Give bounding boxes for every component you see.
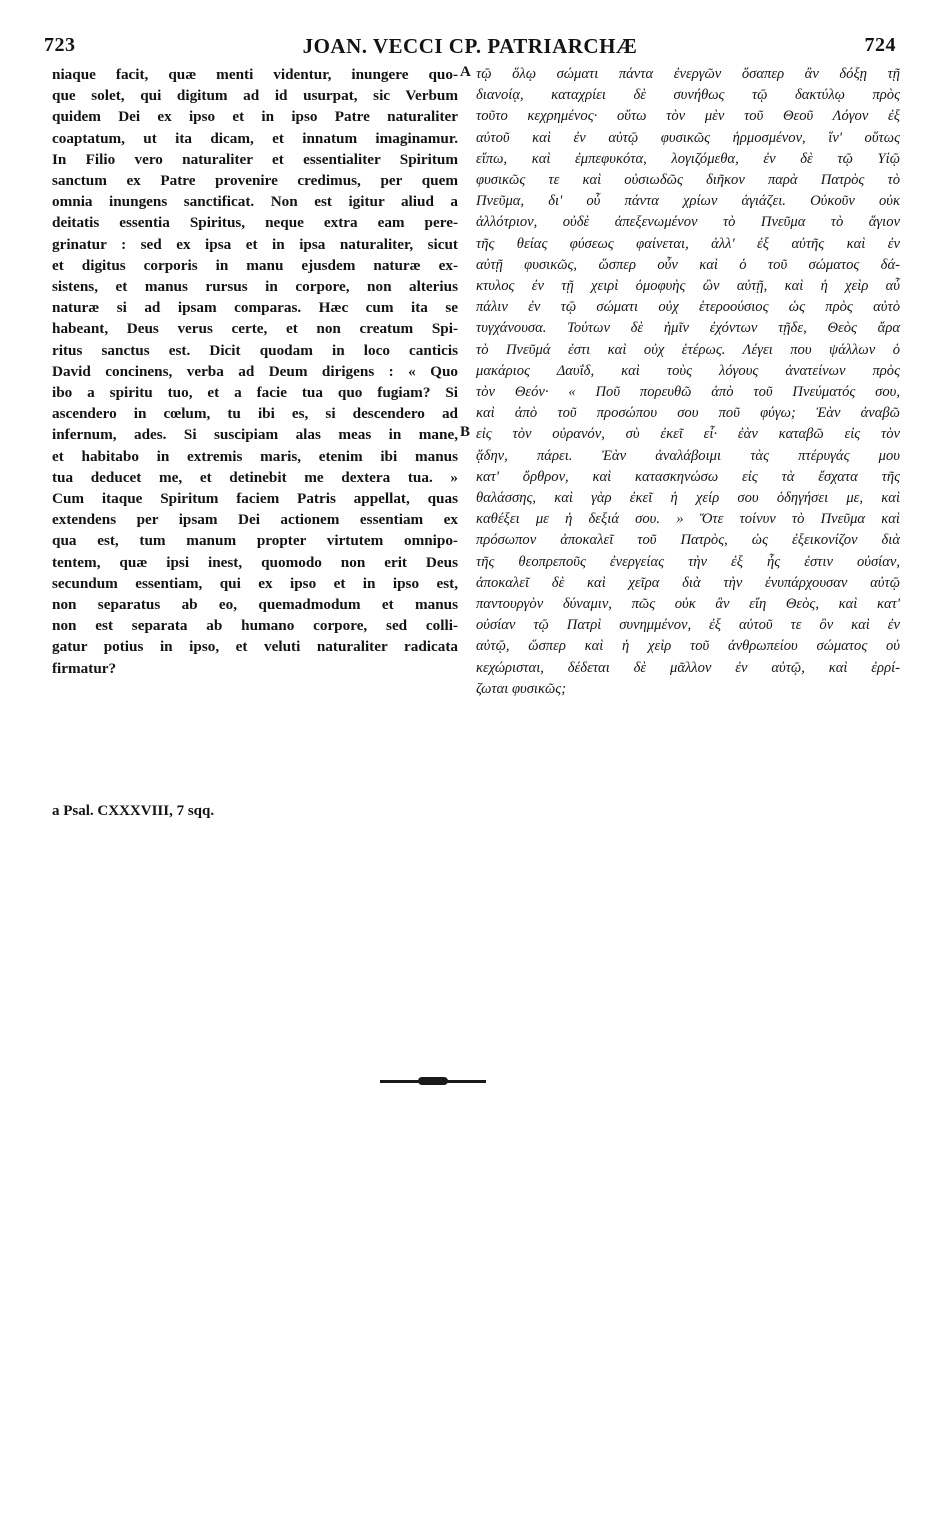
latin-text-line: gatur potius in ipso, et veluti naturaliter radicata [52, 638, 458, 656]
footnote: a Psal. CXXXVIII, 7 sqq. [52, 803, 215, 819]
latin-text-line: niaque facit, quæ menti videntur, inungere quo- [52, 66, 458, 83]
latin-text-line: et habitabo in extremis maris, etenim ibi manus [52, 447, 458, 465]
latin-text-line: David concinens, verba ad Deum dirigens : « Quo [52, 362, 458, 380]
margin-marker-a: A [460, 64, 471, 80]
greek-text-line: αὐτοῦ καὶ ἐν αὐτῷ φυσικῶς ἡρμοσμένον, ἵν' οὕτως [476, 129, 900, 146]
greek-text-line: ἀλλότριον, οὐδὲ ἀπεξενωμένον τὸ Πνεῦμα τὸ ἅγιον [476, 214, 900, 231]
greek-text-line: φυσικῶς τε καὶ οὐσιωδῶς διῆκον παρὰ Πατρὸς τὸ [476, 172, 900, 189]
latin-text-line: deitatis essentia Spiritus, neque extra eam pere- [52, 214, 458, 232]
greek-text-line: τῆς θεοπρεποῦς ἐνεργείας τὴν ἐξ ἧς ἐστιν οὐσίαν, [476, 553, 900, 570]
latin-text-line: extendens per ipsam Dei actionem essentiam ex [52, 511, 458, 529]
greek-text-line: πάλιν ἐν τῷ σώματι οὐχ ἑτεροούσιος ὡς πρὸς αὐτὸ [476, 299, 900, 316]
latin-text-line: non est separata ab humano corpore, sed colli- [52, 617, 458, 635]
latin-text-line: et digitus corporis in manu ejusdem naturæ ex- [52, 256, 458, 274]
latin-text-line: firmatur? [52, 659, 117, 677]
latin-text-line: coaptatum, ut ita dicam, et innatum imaginamur. [52, 129, 458, 147]
latin-text-line: grinatur : sed ex ipsa et in ipsa naturaliter, sicut [52, 235, 458, 253]
latin-text-line: sistens, et manus rursus in corpore, non alterius [52, 278, 458, 296]
greek-text-line: κεχώρισται, δέδεται δὲ μᾶλλον ἐν αὐτῷ, καὶ ἐρρί- [476, 659, 900, 676]
latin-text-line: Cum itaque Spiritum faciem Patris appellat, quas [52, 490, 458, 508]
latin-text-line: non separatus ab eo, quemadmodum et manus [52, 596, 458, 614]
greek-text-line: Πνεῦμα, δι' οὗ πάντα χρίων ἁγιάζει. Οὐκοῦν οὐκ [476, 193, 900, 210]
margin-marker-b: B [460, 424, 471, 440]
latin-text-line: que solet, qui digitum ad id usurpat, sic Verbum [52, 87, 458, 105]
greek-text-line: παντουργὸν δύναμιν, πῶς οὐκ ἂν εἴη Θεὸς, καὶ κατ' [476, 596, 900, 613]
greek-text-line: ἀποκαλεῖ δὲ καὶ χεῖρα διὰ τὴν ἐνυπάρχουσαν αὐτῷ [476, 574, 900, 591]
latin-text-line: secundum essentiam, qui ex ipso et in ipso est, [52, 574, 458, 592]
greek-text-line: μακάριος Δαυΐδ, καὶ τοὺς λόγους ἀνατείνων πρὸς [476, 362, 900, 379]
greek-text-line: εἴπω, καὶ ἐμπεφυκότα, λογιζόμεθα, ἐν δὲ τῷ Υἱῷ [476, 150, 900, 167]
greek-text-line: τῷ ὅλῳ σώματι πάντα ἐνεργῶν ὅσαπερ ἂν δόξῃ τῇ [476, 66, 900, 82]
latin-text-line: tua deducet me, et detinebit me dextera tua. » [52, 468, 458, 486]
greek-column [476, 64, 900, 700]
latin-text-line: tentem, quæ ipsi inest, quomodo non erit Deus [52, 553, 458, 571]
latin-text-line: sanctum ex Patre provenire credimus, per quem [52, 172, 458, 190]
greek-text-line: ζωται φυσικῶς; [476, 680, 567, 697]
latin-text-line: quidem Dei ex ipso et in ipso Patre naturaliter [52, 108, 458, 126]
greek-text-line: διανοίᾳ, καταχρίει δὲ συνήθως τῷ δακτύλῳ πρὸς [476, 87, 900, 104]
page-number-right: 724 [864, 34, 896, 56]
latin-text-line: naturæ si ad ipsam comparas. Hæc cum ita se [52, 299, 458, 317]
latin-text-line: ritus sanctus est. Dicit quodam in loco canticis [52, 341, 458, 359]
greek-text-line: τοῦτο κεχρημένος· οὕτω τὸν μὲν τοῦ Θεοῦ Λόγον ἐξ [476, 108, 900, 125]
greek-text-line: κατ' ὄρθρον, καὶ κατασκηνώσω εἰς τὰ ἔσχατα τῆς [476, 468, 900, 485]
latin-text-line: omnia inungens sanctificat. Non est igitur aliud a [52, 193, 458, 211]
greek-text-line: αὐτῷ, ὥσπερ καὶ ἡ χεὶρ τοῦ ἀνθρωπείου σώματος οὐ [476, 638, 900, 655]
latin-text-line: qua est, tum manum propter virtutem omnipo- [52, 532, 458, 550]
latin-text-line: habeant, Deus verus certe, et non creatum Spi- [52, 320, 458, 338]
running-title: JOAN. VECCI CP. PATRIARCHÆ [302, 34, 638, 58]
latin-column [52, 64, 458, 679]
greek-text-line: τὸν Θεόν· « Ποῦ πορευθῶ ἀπὸ τοῦ Πνεύματός σου, [476, 384, 900, 401]
greek-text-line: εἰς τὸν οὐρανόν, σὺ ἐκεῖ εἶ· ἐὰν καταβῶ εἰς τὸν [476, 426, 900, 443]
greek-text-line: αὐτῇ φυσικῶς, ὥσπερ οὖν καὶ ὁ τοῦ σώματος δά- [476, 256, 900, 273]
greek-text-line: τῆς θείας φύσεως φαίνεται, ἀλλ' ἐξ αὐτῆς καὶ ἐν [476, 235, 900, 252]
greek-text-line: τὸ Πνεῦμά ἐστι καὶ οὐχ ἑτέρως. Λέγει που ψάλλων ὁ [476, 341, 900, 358]
greek-text-line: θαλάσσης, καὶ γὰρ ἐκεῖ ἡ χείρ σου ὁδηγήσει με, καὶ [476, 490, 900, 507]
greek-text-line: καὶ ἀπὸ τοῦ προσώπου σου ποῦ φύγω; Ἐὰν ἀναβῶ [476, 405, 900, 422]
latin-text-line: In Filio vero naturaliter et essentialiter Spiritum [52, 150, 458, 168]
greek-text-line: οὐσίαν τῷ Πατρὶ συνημμένον, ἐξ αὐτοῦ τε ὂν καὶ ἐν [476, 617, 900, 634]
page-number-left: 723 [44, 34, 76, 56]
greek-text-line: πρόσωπον ἀποκαλεῖ τοῦ Πατρὸς, ὡς ἐξεικονίζον διὰ [476, 532, 900, 549]
greek-text-line: καθέξει με ἡ δεξιά σου. » Ὅτε τοίνυν τὸ Πνεῦμα καὶ [476, 511, 900, 528]
greek-text-line: τυγχάνουσα. Τούτων δὲ ἡμῖν ἐχόντων τῇδε, Θεὸς ἄρα [476, 320, 900, 337]
latin-text-line: ascendero in cœlum, tu ibi es, si descendero ad [52, 405, 458, 423]
running-header [44, 34, 896, 64]
latin-text-line: infernum, ades. Si suscipiam alas meas in mane, [52, 426, 458, 444]
greek-text-line: κτυλος ἐν τῇ χειρὶ ὁμοφυὴς ὢν αὐτῇ, καὶ ἡ χεὶρ αὖ [476, 278, 900, 295]
latin-text-line: ibo a spiritu tuo, et a facie tua quo fugiam? Si [52, 384, 458, 402]
ornamental-rule-center [418, 1077, 448, 1085]
greek-text-line: ᾅδην, πάρει. Ἐὰν ἀναλάβοιμι τὰς πτέρυγάς μου [476, 447, 900, 464]
